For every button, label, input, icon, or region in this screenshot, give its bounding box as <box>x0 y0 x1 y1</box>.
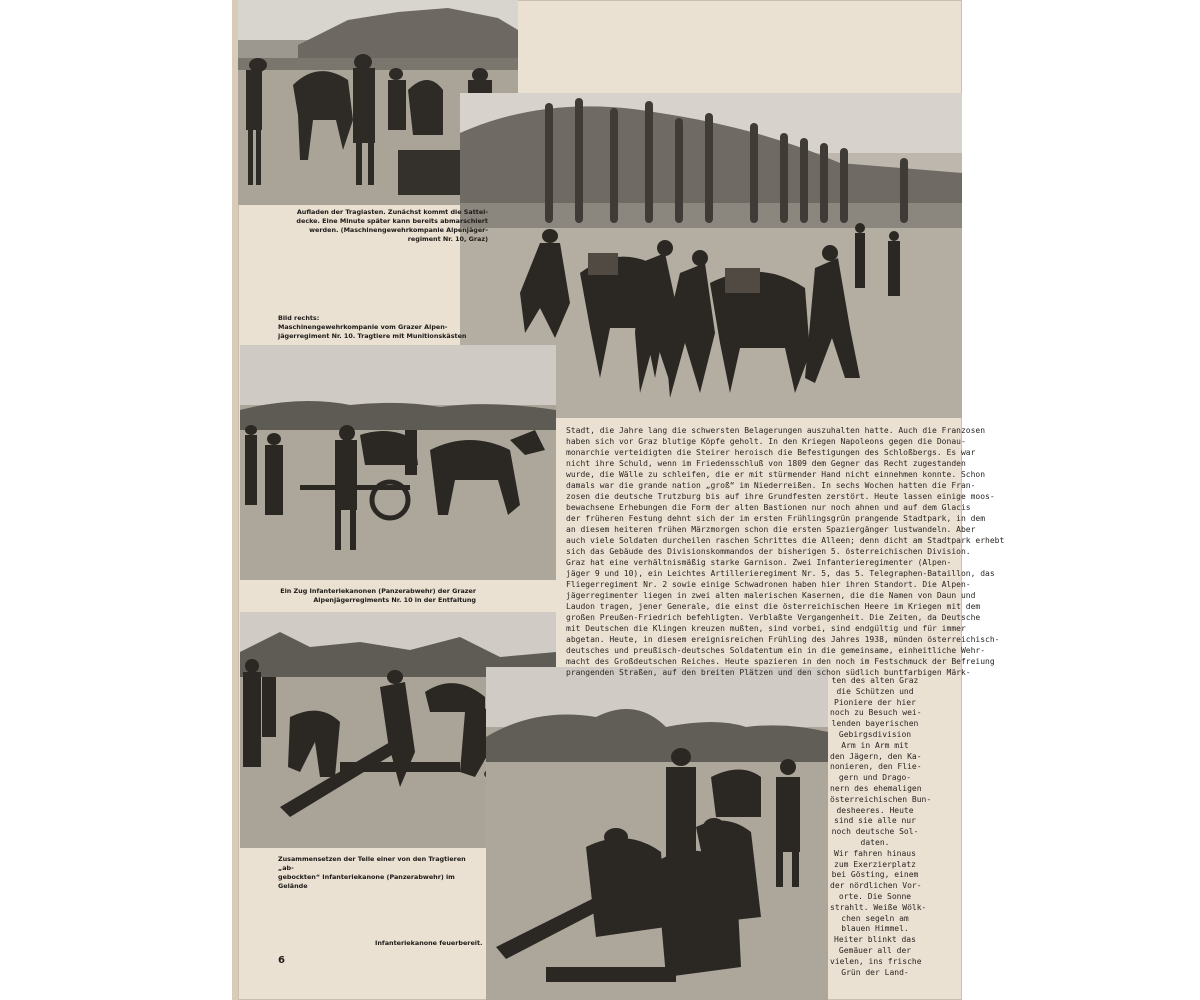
article-line: Gebirgsdivision <box>838 729 912 739</box>
article-line: lenden bayerischen <box>831 719 919 729</box>
article-line: damals war die grande nation „groß“ im Niederreißen. In sechs Wochen hatten die Fran- <box>566 481 976 490</box>
page-number: 6 <box>278 955 285 966</box>
article-line: monarchie verteidigten die Steirer heroisch die Befestigungen des Schloßbergs. Es war <box>566 448 976 457</box>
article-line: Heiter blinkt das <box>834 935 916 945</box>
article-line: gern und Drago- <box>838 773 912 783</box>
article-line: vielen, ins frische <box>830 956 922 966</box>
article-line: mit Deutschen die Klingen kreuzen mußten, sind vorbei, sind endgültig und für immer <box>566 624 966 633</box>
article-line: nern des ehemaligen <box>830 783 922 793</box>
article-line: auch viele Soldaten durcheilen raschen Schrittes die Alleen; denn dicht am Stadtpark erhebt <box>566 536 1005 545</box>
caption-line: regiment Nr. 10, Graz) <box>407 235 488 243</box>
article-line: sind sie alle nur <box>834 816 916 826</box>
caption-assembly <box>278 855 483 891</box>
photo-infantry-guns-deploying <box>240 345 556 580</box>
caption-line: Zusammensetzen der Teile einer von den Tragtieren „ab- <box>278 855 466 872</box>
caption-line: Ein Zug Infanteriekanonen (Panzerabwehr) der Grazer <box>280 587 476 595</box>
article-line: blauen Himmel. <box>841 924 909 934</box>
article-body <box>566 425 1005 678</box>
article-line: Gemäuer all der <box>838 945 912 955</box>
magazine-page <box>238 0 1005 1000</box>
article-line: großen Preußen-Friedrich befehligten. Verblaßte Vergangenheit. Die Zeiten, da Deutsche <box>566 613 981 622</box>
article-line: zum Exerzierplatz <box>834 859 916 869</box>
article-line: noch deutsche Sol- <box>831 827 919 837</box>
article-line: nicht ihre Schuld, wenn im Friedensschluß von 1809 dem Gegner das Recht zugestanden <box>566 459 966 468</box>
caption-line: decke. Eine Minute später kann bereits abmarschiert <box>296 217 488 225</box>
article-line: sich das Gebäude des Divisionskommandos der bisherigen 5. österreichischen Division. <box>566 547 971 556</box>
article-line: daten. <box>860 837 890 847</box>
article-line: der nördlichen Vor- <box>830 881 922 891</box>
caption-loading-packs <box>278 208 488 244</box>
article-line: jägerregimenter liegen in zwei alten malerischen Kasernen, die die Namen von Daun und <box>566 591 976 600</box>
caption-right-picture <box>278 314 478 341</box>
article-line: österreichischen Bun- <box>830 794 932 804</box>
article-line: haben sich vor Graz blutige Köpfe geholt. In den Kriegen Napoleons gegen die Donau- <box>566 437 966 446</box>
article-line: den Jägern, den Ka- <box>830 751 922 761</box>
caption-line: Infanteriekanone feuerbereit. <box>375 939 483 947</box>
caption-line: Maschinengewehrkompanie vom Grazer Alpen- <box>278 323 448 331</box>
article-line: Stadt, die Jahre lang die schwersten Belagerungen auszuhalten hatte. Auch die Franzosen <box>566 426 986 435</box>
article-line: Fliegerregiment Nr. 2 sowie einige Schwadronen haben hier ihren Standort. Die Alpen- <box>566 580 971 589</box>
article-line: nonieren, den Flie- <box>830 762 922 772</box>
article-line: prangenden Straßen, auf den breiten Plätzen und den schon südlich buntfarbigen Märk- <box>566 668 971 677</box>
article-line: bewachsene Erhebungen die Form der alten Bastionen nur noch ahnen und auf dem Glacis <box>566 503 971 512</box>
article-line: der früheren Festung dehnt sich der im ersten Frühlingsgrün prangende Stadtpark, in dem <box>566 514 986 523</box>
article-line: deutsches und preußisch-deutsches Soldatentum ein in die gemeinsame, einheitliche Wehr- <box>566 646 986 655</box>
caption-line: gebockten“ Infanteriekanone (Panzerabwehr) im Gelände <box>278 873 455 890</box>
article-line: desheeres. Heute <box>836 805 914 815</box>
caption-line: jägerregiment Nr. 10. Tragtiere mit Munitionskästen <box>278 332 467 340</box>
article-line: jäger 9 und 10), ein Leichtes Artillerieregiment Nr. 5, das 5. Telegraphen-Bataillon, das <box>566 569 995 578</box>
caption-line: werden. (Maschinengewehrkompanie Alpenjäger- <box>309 226 488 234</box>
article-line: Wir fahren hinaus <box>834 848 916 858</box>
caption-infantry-guns <box>248 587 476 605</box>
caption-line: Bild rechts: <box>278 314 320 322</box>
caption-line: Aufladen der Traglasten. Zunächst kommt die Sattel- <box>296 208 488 216</box>
article-line: die Schützen und <box>836 686 914 696</box>
article-line: an diesem heiteren frühen Märzmorgen schon die ersten Spaziergänger lustwandeln. Aber <box>566 525 976 534</box>
article-line: noch zu Besuch wei- <box>830 708 922 718</box>
article-line: Pioniere der hier <box>834 697 916 707</box>
article-line: orte. Die Sonne <box>838 891 912 901</box>
article-line: Graz hat eine verhältnismäßig starke Garnison. Zwei Infanterieregimenter (Alpen- <box>566 558 952 567</box>
article-line: zosen die deutsche Trutzburg bis auf ihre Grundfesten zerstört. Heute lassen einige moos- <box>566 492 995 501</box>
article-line: macht des Großdeutschen Reiches. Heute spazieren in den noch im Festschmuck der Befreiung <box>566 657 995 666</box>
caption-gun-ready <box>375 939 485 948</box>
article-column-narrow <box>830 676 932 978</box>
article-line: Laudon tragen, jener Generale, die einst die österreichischen Heere im Kriegen mit dem <box>566 602 981 611</box>
article-line: ten des alten Graz <box>831 676 919 685</box>
article-line: abgetan. Heute, in diesem ereignisreichen Frühling des Jahres 1938, münden österreichisch- <box>566 635 1000 644</box>
article-line: strahlt. Weiße Wölk- <box>830 902 927 912</box>
article-line: Grün der Land- <box>841 967 909 977</box>
photo-gun-ready <box>486 667 828 1000</box>
article-line: wurde, die Wälle zu schleifen, die er mit stürmender Hand nicht einnehmen konnte. Schon <box>566 470 986 479</box>
article-line: Arm in Arm mit <box>841 740 909 750</box>
article-line: chen segeln am <box>841 913 909 923</box>
article-line: bei Gösting, einem <box>831 870 919 880</box>
caption-line: Alpenjägerregiments Nr. 10 in der Entfaltung <box>313 596 476 604</box>
